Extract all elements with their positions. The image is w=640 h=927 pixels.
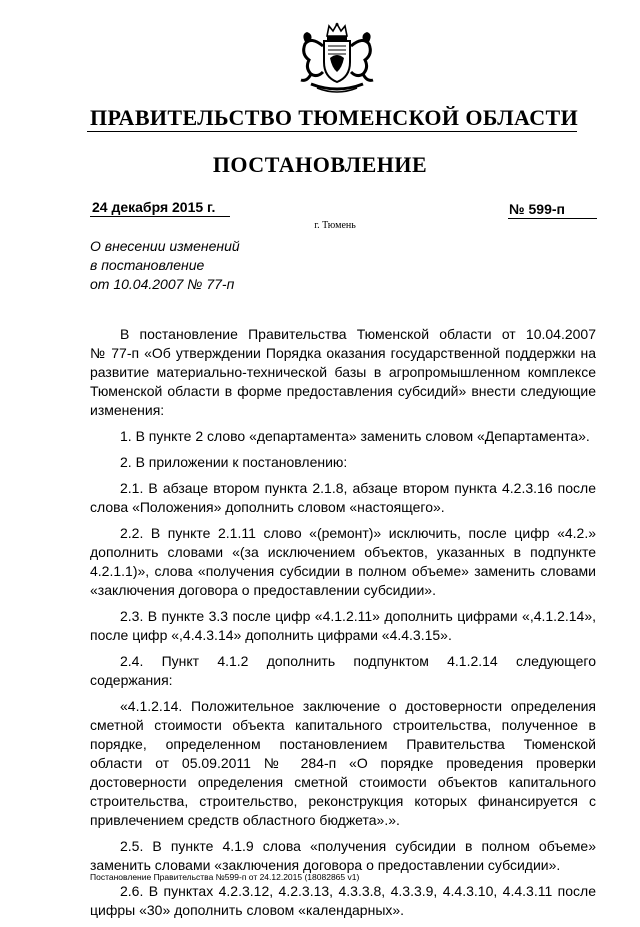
text-line: заменить словами «заключения договора о предоставлении субсидии». [90, 857, 561, 873]
text-line: дополнить словами «(за исключением объектов, указанных в подпункте [90, 544, 596, 560]
text-line: 2.4. Пункт 4.1.2 дополнить подпунктом 4.1.2.14 следующего [120, 653, 596, 669]
document-date: 24 декабря 2015 г. [90, 199, 230, 217]
text-line: 2.1. В абзаце втором пункта 2.1.8, абзаце втором пункта 4.2.3.16 после [120, 480, 596, 496]
text-line: «4.1.2.14. Положительное заключение о достоверности определения [120, 698, 596, 714]
text-line: Тюменской области в форме предоставления субсидий» внести следующие [90, 383, 596, 399]
paragraph [90, 524, 596, 600]
tyumen-coat-of-arms-icon [297, 22, 377, 94]
document-number: № 599-п [508, 201, 597, 219]
paragraph [90, 325, 596, 420]
text-line: изменения: [90, 402, 165, 418]
text-line: 2.3. В пункте 3.3 после цифр «4.1.2.11» дополнить цифрами «,4.1.2.14», [120, 608, 596, 624]
text-line: после цифр «,4.4.3.14» дополнить цифрами «4.4.3.15». [90, 627, 452, 643]
text-line: строительства, строительство, реконструкция которых финансируется с [90, 793, 596, 809]
text-line: привлечением средств областного бюджета».». [90, 812, 400, 828]
text-line: достоверности определения сметной стоимости объектов капитального [90, 774, 596, 790]
text-line: В постановление Правительства Тюменской области от 10.04.2007 [120, 326, 596, 342]
paragraph [90, 697, 596, 830]
paragraph [90, 882, 596, 920]
text-line: слова «Положения» дополнить словом «настоящего». [90, 499, 445, 515]
text-line: содержания: [90, 672, 173, 688]
paragraph [90, 607, 596, 645]
text-line: порядке, определенном постановлением Правительства Тюменской [90, 736, 596, 752]
paragraph [90, 837, 596, 875]
text-line: 2. В приложении к постановлению: [120, 454, 348, 470]
text-line: «заключения договора о предоставлении субсидии». [90, 582, 436, 598]
text-line: 4.2.1.1)», слова «получения субсидии в полном объеме» заменить словами [90, 563, 596, 579]
paragraph [90, 479, 596, 517]
title-divider [87, 131, 577, 132]
text-line: № 77-п «Об утверждении Порядка оказания государственной поддержки на [90, 345, 596, 361]
text-line: сметной стоимости объекта капитального строительства, полученное в [90, 717, 596, 733]
paragraph [90, 453, 596, 472]
document-subject [90, 237, 240, 294]
text-line: 2.6. В пунктах 4.2.3.12, 4.2.3.13, 4.3.3.8, 4.3.3.9, 4.4.3.10, 4.4.3.11 после [120, 883, 596, 899]
text-line: области от 05.09.2011 № 284-п «О порядке проведения проверки [90, 755, 596, 771]
subject-line: в постановление [90, 257, 205, 273]
subject-line: от 10.04.2007 № 77-п [90, 276, 235, 292]
text-line: развитие материально-технической базы в агропромышленном комплексе [90, 364, 596, 380]
document-body [90, 325, 596, 927]
text-line: 2.5. В пункте 4.1.9 слова «получения субсидии в полном объеме» [120, 838, 596, 854]
government-title: ПРАВИТЕЛЬСТВО ТЮМЕНСКОЙ ОБЛАСТИ [90, 105, 579, 130]
text-line: 2.2. В пункте 2.1.11 слово «(ремонт)» исключить, после цифр «4.2.» [120, 525, 596, 541]
document-footer: Постановление Правительства №599-п от 24.12.2015 (18082865 v1) [90, 872, 360, 882]
paragraph [90, 652, 596, 690]
text-line: 1. В пункте 2 слово «департамента» заменить словом «Департамента». [120, 428, 590, 444]
city: г. Тюмень [314, 220, 356, 231]
document-type: ПОСТАНОВЛЕНИЕ [212, 152, 428, 177]
subject-line: О внесении изменений [90, 238, 240, 254]
paragraph [90, 427, 596, 446]
text-line: цифры «30» дополнить словом «календарных». [90, 902, 405, 918]
